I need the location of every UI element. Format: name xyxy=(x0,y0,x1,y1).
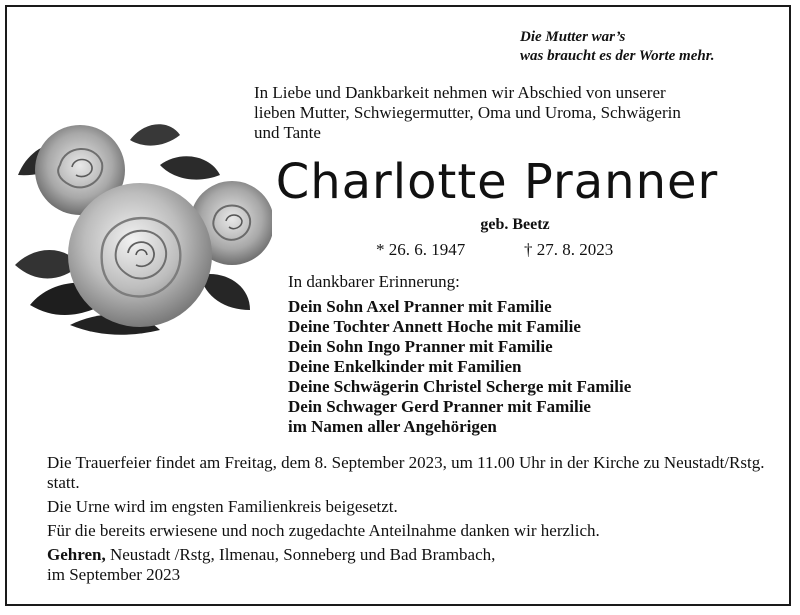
intro-line-1: In Liebe und Dankbarkeit nehmen wir Abschied von unserer xyxy=(254,83,666,102)
mourner-item: Deine Tochter Annett Hoche mit Familie xyxy=(288,317,581,336)
mourner-item: Dein Sohn Ingo Pranner mit Familie xyxy=(288,337,553,356)
thanks-notice: Für die bereits erwiesene und noch zugedachte Anteilnahme danken wir herzlich. xyxy=(47,521,600,540)
death-date: † 27. 8. 2023 xyxy=(524,240,614,259)
place-bold: Gehren, xyxy=(47,545,106,564)
mourner-item: im Namen aller Angehörigen xyxy=(288,417,497,436)
place-line xyxy=(47,545,767,565)
urn-notice: Die Urne wird im engsten Familienkreis beigesetzt. xyxy=(47,497,398,516)
birth-date: * 26. 6. 1947 xyxy=(376,240,466,259)
mourners-list xyxy=(288,297,631,437)
motto xyxy=(520,28,714,66)
deceased-name: Charlotte Pranner xyxy=(275,154,719,210)
notice-date: im September 2023 xyxy=(47,565,181,584)
roses-icon xyxy=(10,105,272,337)
place-rest: Neustadt /Rstg, Ilmenau, Sonneberg und Bad Brambach, xyxy=(105,545,496,564)
ceremony-notice: Die Trauerfeier findet am Freitag, dem 8. September 2023, um 11.00 Uhr in der Kirche zu Neustadt/Rstg. statt. xyxy=(47,453,765,492)
notices xyxy=(47,453,767,589)
motto-line-1: Die Mutter war’s xyxy=(520,29,626,45)
mourner-item: Dein Schwager Gerd Pranner mit Familie xyxy=(288,397,591,416)
memory-label: In dankbarer Erinnerung: xyxy=(288,272,460,291)
mourner-item: Dein Sohn Axel Pranner mit Familie xyxy=(288,297,552,316)
mourner-item: Deine Enkelkinder mit Familien xyxy=(288,357,522,376)
intro-text xyxy=(254,83,756,143)
intro-line-2: lieben Mutter, Schwiegermutter, Oma und Uroma, Schwägerin xyxy=(254,103,681,122)
mourner-item: Deine Schwägerin Christel Scherge mit Familie xyxy=(288,377,632,396)
maiden-name: geb. Beetz xyxy=(480,216,550,233)
intro-line-3: und Tante xyxy=(254,123,321,142)
motto-line-2: was braucht es der Worte mehr. xyxy=(520,48,715,64)
